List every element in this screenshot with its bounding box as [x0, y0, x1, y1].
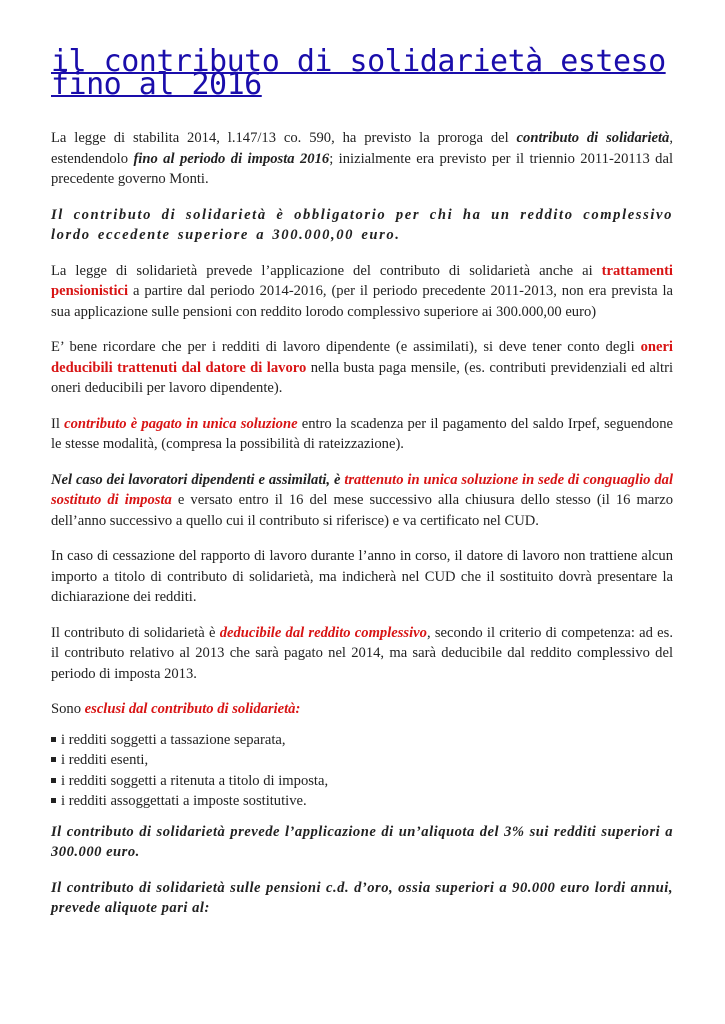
paragraph-lavoratori — [51, 470, 673, 532]
highlight: trattamenti pensionistici — [51, 262, 673, 299]
text: , estendendolo — [51, 130, 673, 167]
text: La legge di stabilita 2014, l.147/13 co. 590, ha previsto la proroga del — [51, 130, 517, 146]
list-item — [51, 730, 673, 751]
exclusions-list — [51, 730, 673, 812]
paragraph-oneri — [51, 337, 673, 399]
title-link[interactable]: il contributo di solidarietà esteso fino al 2016 — [51, 44, 666, 102]
bullet-icon — [51, 737, 56, 742]
text: entro la scadenza per il pagamento del saldo Irpef, seguendone le stesse modalità, (compresa la possibilità di rateizzazione). — [51, 415, 673, 452]
bullet-icon — [51, 757, 56, 762]
list-item — [51, 750, 673, 771]
text: La legge di solidarietà prevede l’applicazione del contributo di solidarietà anche ai — [51, 262, 602, 279]
paragraph-pensioni-oro: Il contributo di solidarietà sulle pensioni c.d. d’oro, ossia superiori a 90.000 euro lordi annui, prevede aliquote pari al: — [51, 879, 673, 916]
list-item-text: i redditi esenti, — [61, 752, 149, 768]
paragraph-deducibile — [51, 623, 673, 685]
bullet-icon — [51, 778, 56, 783]
bullet-icon — [51, 798, 56, 803]
highlight: deducibile dal reddito complessivo — [219, 624, 427, 641]
emphasis: contributo di solidarietà — [516, 130, 670, 146]
list-item-text: i redditi soggetti a ritenuta a titolo di imposta, — [61, 772, 329, 789]
paragraph-pensioni — [51, 261, 673, 323]
text: ; inizialmente era previsto per il triennio 2011-20113 dal precedente governo Monti. — [51, 150, 674, 187]
article — [51, 44, 674, 934]
text: a partire dal periodo 2014-2016, (per il periodo precedente 2011-2013, non era prevista la sua applicazione sulle pensioni con reddito lorodo complessivo superiore ai 300.000,00 euro) — [51, 283, 673, 320]
text: Sono — [51, 701, 85, 717]
text: , secondo il criterio di competenza: ad es. il contributo relativo al 2013 che sarà pagato nel 2014, ma sarà deducibile dal reddito complessivo del periodo di imposta 2013. — [51, 624, 673, 682]
text: e versato entro il 16 del mese successivo alla chiusura dello stesso (il 16 marzo dell’anno successivo a quello cui il contributo si riferisce) e va certificato nel CUD. — [51, 492, 673, 529]
highlight: oneri deducibili trattenuti dal datore di lavoro — [51, 339, 673, 376]
list-item — [51, 771, 673, 792]
paragraph-cessazione: In caso di cessazione del rapporto di lavoro durante l’anno in corso, il datore di lavoro non trattiene alcun importo a titolo di contributo di solidarietà, ma indicherà nel CUD che il sostituito dovrà presentare la dichiarazione dei redditi. — [51, 548, 673, 605]
paragraph-obbligatorio: Il contributo di solidarietà è obbligatorio per chi ha un reddito complessivo lordo eccedente superiore a 300.000,00 euro. — [51, 206, 673, 243]
highlight: esclusi dal contributo di solidarietà: — [84, 701, 301, 717]
list-item — [51, 791, 673, 812]
highlight: trattenuto in unica soluzione in sede di conguaglio dal sostituto di imposta — [51, 471, 673, 508]
paragraph-legge-stabilita — [51, 128, 673, 190]
emphasis: Nel caso dei lavoratori dipendenti e assimilati, è — [51, 471, 345, 488]
text: E’ bene ricordare che per i redditi di lavoro dipendente (e assimilati), si deve tener conto degli — [51, 339, 641, 355]
text: Il contributo di solidarietà è — [51, 624, 220, 641]
list-item-text: i redditi soggetti a tassazione separata, — [61, 731, 286, 748]
highlight: contributo è pagato in unica soluzione — [64, 415, 298, 432]
text: Il — [51, 415, 65, 432]
paragraph-aliquota: Il contributo di solidarietà prevede l’applicazione di un’aliquota del 3% sui redditi superiori a 300.000 euro. — [51, 823, 673, 860]
list-item-text: i redditi assoggettati a imposte sostitutive. — [61, 793, 307, 809]
emphasis: fino al periodo di imposta 2016 — [133, 150, 330, 167]
page-title — [51, 44, 673, 102]
paragraph-pagamento — [51, 414, 673, 455]
paragraph-esclusi — [51, 699, 673, 720]
text: nella busta paga mensile, (es. contributi previdenziali ed altri oneri deducibili per lavoro dipendente). — [51, 359, 673, 396]
